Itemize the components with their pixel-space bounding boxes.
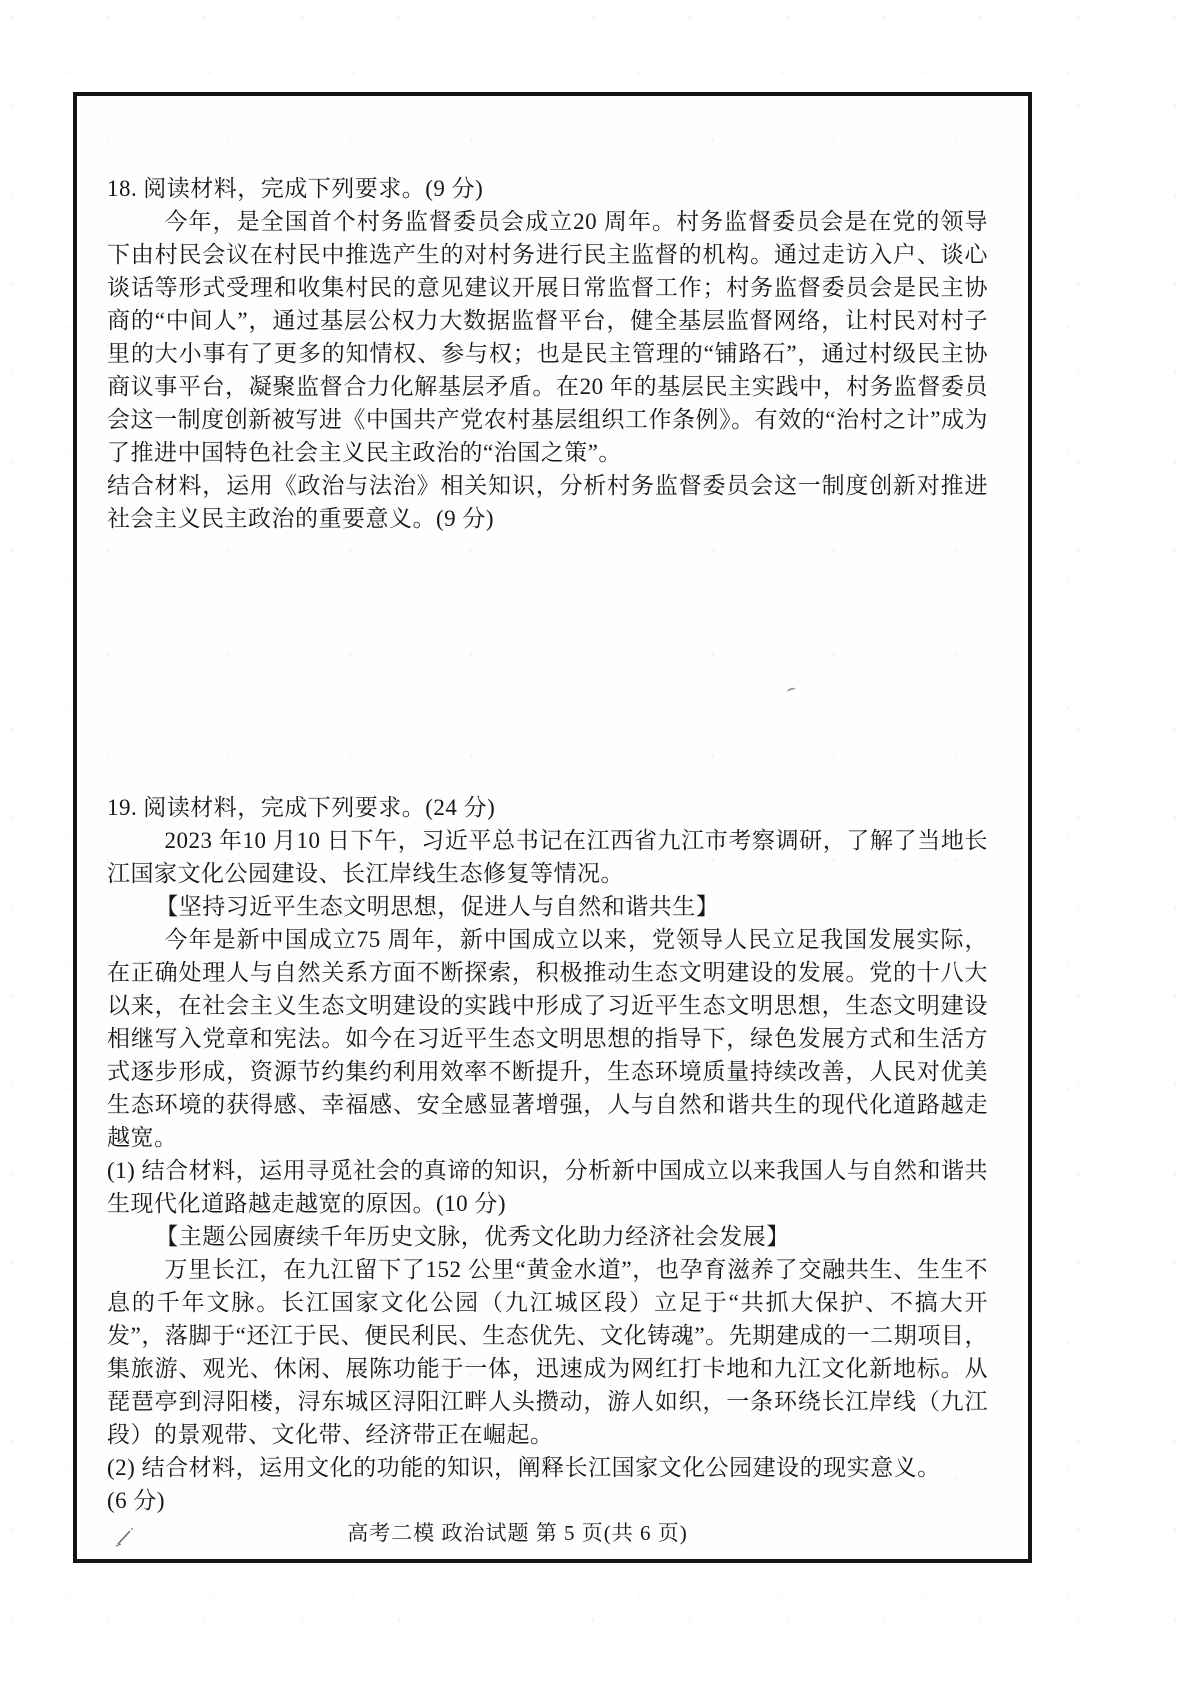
question-18-task: 结合材料，运用《政治与法治》相关知识，分析村务监督委员会这一制度创新对推进社会主义民主政治的重要意义。(9 分) <box>107 473 988 531</box>
question-19-task2: (2) 结合材料，运用文化的功能的知识，阐释长江国家文化公园建设的现实意义。 <box>107 1455 941 1480</box>
question-18 <box>107 172 988 535</box>
page-footer: 高考二模 政治试题 第 5 页(共 6 页) <box>347 1521 688 1545</box>
question-18-header <box>107 172 988 205</box>
exam-page-border <box>73 92 1032 1563</box>
question-18-number: 18. <box>107 176 138 201</box>
question-19-section1-heading: 【坚持习近平生态文明思想，促进人与自然和谐共生】 <box>155 894 720 919</box>
question-19-material1: 今年是新中国成立75 周年，新中国成立以来，党领导人民立足我国发展实际，在正确处理人与自然关系方面不断探索，积极推动生态文明建设的发展。党的十八大以来，在社会主义生态文明建设的实践中形成了习近平生态文明思想，生态文明建设相继写入党章和宪法。如今在习近平生态文明思想的指导下，绿色发展方式和生活方式逐步形成，资源节约集约利用效率不断提升，生态环境质量持续改善，人民对优美生态环境的获得感、幸福感、安全感显著增强，人与自然和谐共生的现代化道路越走越宽。 <box>107 927 988 1150</box>
exam-content <box>77 96 1028 1550</box>
question-19-material2: 万里长江，在九江留下了152 公里“黄金水道”，也孕育滋养了交融共生、生生不息的千年文脉。长江国家文化公园（九江城区段）立足于“共抓大保护、不搞大开发”，落脚于“还江于民、便民利民、生态优先、文化铸魂”。先期建成的一二期项目，集旅游、观光、休闲、展陈功能于一体，迅速成为网红打卡地和九江文化新地标。从琵琶亭到浔阳楼，浔东城区浔阳江畔人头攒动，游人如织，一条环绕长江岸线（九江段）的景观带、文化带、经济带正在崛起。 <box>107 1257 988 1447</box>
question-19-prompt: 阅读材料，完成下列要求。(24 分) <box>143 795 496 820</box>
question-19-task1: (1) 结合材料，运用寻觅社会的真谛的知识，分析新中国成立以来我国人与自然和谐共生现代化道路越走越宽的原因。(10 分) <box>107 1158 988 1216</box>
question-19-section2-heading: 【主题公园赓续千年历史文脉，优秀文化助力经济社会发展】 <box>155 1224 790 1249</box>
question-19-number: 19. <box>107 795 138 820</box>
question-19-task2-marks: (6 分) <box>107 1488 166 1513</box>
question-18-prompt: 阅读材料，完成下列要求。(9 分) <box>143 176 484 201</box>
question-19-intro: 2023 年10 月10 日下午，习近平总书记在江西省九江市考察调研，了解了当地长江国家文化公园建设、长江岸线生态修复等情况。 <box>107 828 988 886</box>
question-19 <box>107 791 988 1517</box>
ink-smudge <box>115 1522 141 1548</box>
question-19-header <box>107 791 988 824</box>
question-18-material: 今年，是全国首个村务监督委员会成立20 周年。村务监督委员会是在党的领导下由村民会议在村民中推选产生的对村务进行民主监督的机构。通过走访入户、谈心谈话等形式受理和收集村民的意见建议开展日常监督工作；村务监督委员会是民主协商的“中间人”，通过基层公权力大数据监督平台，健全基层监督网络，让村民对村子里的大小事有了更多的知情权、参与权；也是民主管理的“铺路石”，通过村级民主协商议事平台，凝聚监督合力化解基层矛盾。在20 年的基层民主实践中，村务监督委员会这一制度创新被写进《中国共产党农村基层组织工作条例》。有效的“治村之计”成为了推进中国特色社会主义民主政治的“治国之策”。 <box>107 209 988 465</box>
answer-space-q18 <box>107 535 988 791</box>
